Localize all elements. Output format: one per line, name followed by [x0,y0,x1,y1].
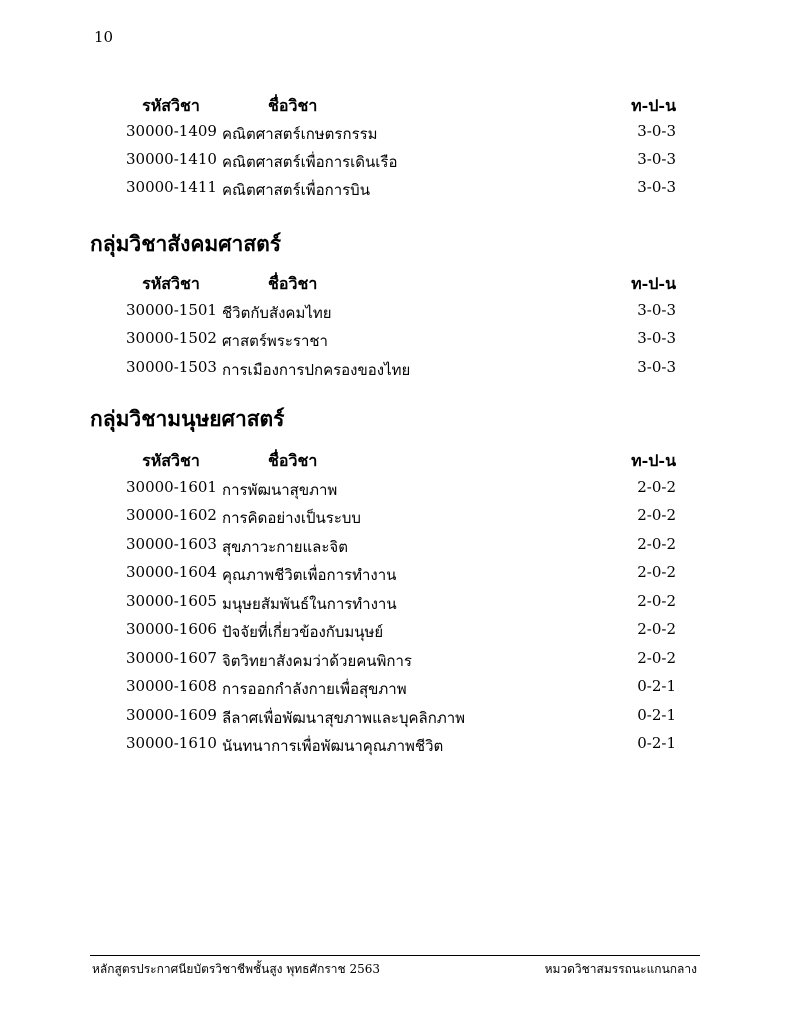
table-row [0,122,791,144]
course-name: คณิตศาสตร์เกษตรกรรม [222,125,378,143]
course-name: นันทนาการเพื่อพัฒนาคุณภาพชีวิต [222,737,444,755]
course-name: สุขภาวะกายและจิต [222,538,348,556]
course-name: การเมืองการปกครองของไทย [222,361,411,379]
course-name: คณิตศาสตร์เพื่อการบิน [222,181,370,199]
course-credits: 3-0-3 [637,150,676,168]
column-header-code: รหัสวิชา [142,274,200,293]
table-row [0,150,791,172]
course-name: คุณภาพชีวิตเพื่อการทำงาน [222,566,397,584]
table-row [0,535,791,557]
course-code: 30000-1610 [126,734,217,752]
course-code: 30000-1606 [126,620,217,638]
course-code: 30000-1603 [126,535,217,553]
footer-curriculum-title: หลักสูตรประกาศนียบัตรวิชาชีพชั้นสูง พุทธศักราช 2563 [92,962,381,976]
course-code: 30000-1609 [126,706,217,724]
course-name: ลีลาศเพื่อพัฒนาสุขภาพและบุคลิกภาพ [222,709,466,727]
column-header-credits: ท-ป-น [631,274,676,293]
page-number: 10 [94,28,114,46]
table-row [0,706,791,728]
table-row [0,677,791,699]
course-code: 30000-1502 [126,329,217,347]
course-code: 30000-1410 [126,150,217,168]
course-credits: 2-0-2 [637,478,676,496]
course-credits: 0-2-1 [637,734,676,752]
course-code: 30000-1604 [126,563,217,581]
course-credits: 3-0-3 [637,329,676,347]
footer-divider [90,955,700,956]
course-credits: 3-0-3 [637,122,676,140]
table-row [0,592,791,614]
table-row [0,478,791,500]
table-row [0,178,791,200]
course-code: 30000-1607 [126,649,217,667]
course-code: 30000-1602 [126,506,217,524]
course-credits: 3-0-3 [637,178,676,196]
course-credits: 2-0-2 [637,649,676,667]
course-code: 30000-1503 [126,358,217,376]
table-row [0,563,791,585]
course-name: การพัฒนาสุขภาพ [222,481,338,499]
table-header [0,449,791,471]
table-row [0,301,791,323]
course-name: การคิดอย่างเป็นระบบ [222,509,361,527]
table-row [0,506,791,528]
course-name: การออกกำลังกายเพื่อสุขภาพ [222,680,407,698]
course-credits: 2-0-2 [637,592,676,610]
column-header-name: ชื่อวิชา [268,451,318,470]
table-row [0,649,791,671]
course-code: 30000-1605 [126,592,217,610]
table-header [0,94,791,116]
course-credits: 2-0-2 [637,535,676,553]
column-header-name: ชื่อวิชา [268,274,318,293]
course-credits: 0-2-1 [637,706,676,724]
course-code: 30000-1411 [126,178,217,196]
course-code: 30000-1608 [126,677,217,695]
column-header-name: ชื่อวิชา [268,96,318,115]
column-header-credits: ท-ป-น [631,451,676,470]
table-row [0,358,791,380]
course-code: 30000-1601 [126,478,217,496]
course-name: ปัจจัยที่เกี่ยวข้องกับมนุษย์ [222,623,384,641]
course-credits: 3-0-3 [637,301,676,319]
footer-category: หมวดวิชาสมรรถนะแกนกลาง [544,962,697,976]
course-credits: 2-0-2 [637,620,676,638]
course-credits: 0-2-1 [637,677,676,695]
table-row [0,620,791,642]
course-name: ชีวิตกับสังคมไทย [222,304,332,322]
column-header-code: รหัสวิชา [142,96,200,115]
table-row [0,734,791,756]
section-heading-social-sciences: กลุ่มวิชาสังคมศาสตร์ [90,231,282,256]
course-code: 30000-1409 [126,122,217,140]
course-name: ศาสตร์พระราชา [222,332,328,350]
column-header-credits: ท-ป-น [631,96,676,115]
section-heading-humanities: กลุ่มวิชามนุษยศาสตร์ [90,406,285,431]
course-name: มนุษยสัมพันธ์ในการทำงาน [222,595,397,613]
column-header-code: รหัสวิชา [142,451,200,470]
course-credits: 2-0-2 [637,506,676,524]
course-code: 30000-1501 [126,301,217,319]
course-credits: 3-0-3 [637,358,676,376]
course-credits: 2-0-2 [637,563,676,581]
course-name: จิตวิทยาสังคมว่าด้วยคนพิการ [222,652,412,670]
table-row [0,329,791,351]
course-name: คณิตศาสตร์เพื่อการเดินเรือ [222,153,398,171]
table-header [0,272,791,294]
